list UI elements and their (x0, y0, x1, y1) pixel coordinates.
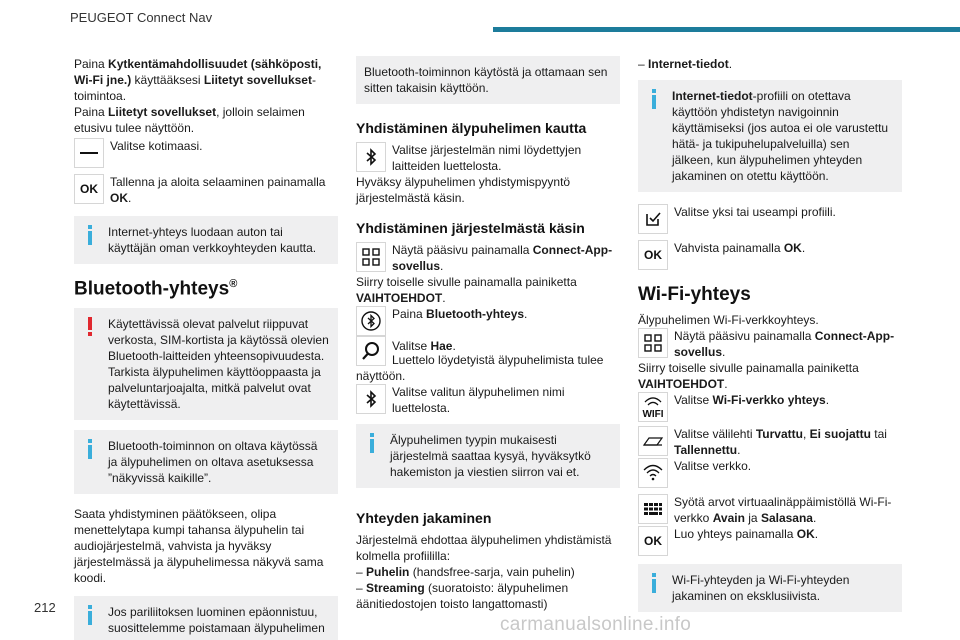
warning-text: Käytettävissä olevat palvelut riippuvat verkosta, SIM-kortista ja käytössä olevien Bluetooth-laitteiden yhteensopivuudesta. Tarkista älypuhelimen käyttöoppaasta ja palveluntarjoajalta, mitkä palvelut ovat käytettävissä. (108, 317, 329, 412)
step-select-network (638, 458, 902, 488)
search-result-text: Luettelo löydetyistä älypuhelimista tulee näyttöön. (356, 353, 604, 383)
bluetooth-icon (356, 142, 386, 172)
info-icon (88, 439, 92, 459)
step-text: Näytä pääsivu painamalla Connect-App-sovellus. (674, 329, 895, 359)
heading-sharing: Yhteyden jakaminen (356, 510, 492, 526)
ok-icon: OK (74, 174, 104, 204)
step-text: Valitse Wi-Fi-verkko yhteys. (674, 393, 830, 407)
checkbox-icon (638, 204, 668, 234)
tab-icon (638, 426, 668, 456)
step-select-tab (638, 426, 902, 458)
apps-grid-icon (356, 242, 386, 272)
box-continued (356, 56, 620, 104)
column-1 (74, 56, 338, 640)
section-title-wifi: Wi-Fi-yhteys (638, 284, 751, 305)
step-wifi-connect-app (638, 328, 902, 360)
step-text: Paina Bluetooth-yhteys. (392, 307, 528, 321)
column-2 (356, 56, 620, 612)
info-text: Bluetooth-toiminnon on oltava käytössä ja älypuhelimen on oltava asetuksessa ”näkyvissä kaikille”. (108, 439, 318, 486)
info-text: Älypuhelimen tyypin mukaisesti järjestelmä saattaa kysyä, hyväksytkö hakemiston ja viestien siirron vai et. (390, 433, 591, 479)
header-accent-bar (493, 27, 960, 32)
step-save-ok (74, 174, 338, 206)
step-select-profile (638, 204, 902, 234)
info-box-internet (74, 216, 338, 264)
step-text: Valitse valitun älypuhelimen nimi luettelosta. (392, 385, 565, 415)
bluetooth-icon (356, 384, 386, 414)
step-text: Valitse välilehti Turvattu, Ei suojattu tai Tallennettu. (674, 427, 887, 457)
wifi-options-paragraph: Siirry toiselle sivulle painamalla painiketta VAIHTOEHDOT. (638, 361, 859, 391)
intro-paragraph: Paina Kytkentämahdollisuudet (sähköposti, Wi-Fi jne.) käyttääksesi Liitetyt sovellukset-toimintoa. (74, 57, 322, 103)
step-text: Tallenna ja aloita selaaminen painamalla OK. (110, 175, 326, 205)
search-icon (356, 336, 386, 366)
info-text: Internet-tiedot-profiili on otettava käyttöön yhdistetyn navigoinnin käyttämiseksi (jos autoa ei ole varustettu hätä- ja tukipuhelupalveluilla) sen jälkeen, kun älypuhelimen yhteyden jakaminen on otettu käyttöön. (672, 89, 889, 183)
menu-line-icon (74, 138, 104, 168)
sharing-paragraph: Järjestelmä ehdottaa älypuhelimen yhdistämistä kolmella profiililla: (356, 533, 612, 563)
step-text: Valitse järjestelmän nimi löydettyjen laitteiden luettelosta. (392, 143, 582, 173)
watermark: carmanualsonline.info (500, 614, 692, 635)
intro-paragraph-2: Paina Liitetyt sovellukset, jolloin selaimen etusivu tulee näyttöön. (74, 105, 305, 135)
heading-phone-connect: Yhdistäminen älypuhelimen kautta (356, 120, 587, 136)
step-select-system (356, 142, 620, 174)
pairing-paragraph: Saata yhdistyminen päätökseen, olipa menettelytapa kumpi tahansa älypuhelin tai audiojärjestelmä, vahvista ja hyväksy järjestelmässä ja älypuhelimessa näkyvä sama koodi. (74, 507, 324, 586)
heading-manual-connect: Yhdistäminen järjestelmästä käsin (356, 220, 585, 236)
page-number: 212 (34, 600, 56, 615)
info-icon (88, 605, 92, 625)
bluetooth-circle-icon (356, 306, 386, 336)
step-enter-keys (638, 494, 902, 526)
section-title-bluetooth: Bluetooth-yhteys® (74, 278, 238, 300)
phone-paragraph: Hyväksy älypuhelimen yhdistymispyyntö järjestelmästä käsin. (356, 175, 571, 205)
info-icon (652, 573, 656, 593)
apps-grid-icon (638, 328, 668, 358)
wifi-icon: WIFI (638, 392, 668, 422)
column-3 (638, 56, 902, 612)
info-box-bluetooth (74, 430, 338, 494)
running-header: PEUGEOT Connect Nav (70, 10, 213, 25)
info-text: Wi-Fi-yhteyden ja Wi-Fi-yhteyden jakaminen on eksklusiivista. (672, 573, 850, 603)
list-item-internet: – Internet-tiedot. (638, 57, 733, 71)
list-item-streaming: – Streaming (suoratoisto: älypuhelimen äänitiedostojen toisto langattomasti) (356, 581, 569, 611)
step-wifi-network (638, 392, 902, 422)
info-icon (370, 433, 374, 453)
options-paragraph: Siirry toiselle sivulle painamalla painiketta VAIHTOEHDOT. (356, 275, 577, 305)
step-connect-app (356, 242, 620, 274)
info-text: Jos pariliitoksen luominen epäonnistuu, suosittelemme poistamaan älypuhelimen (108, 605, 325, 636)
step-text: Valitse yksi tai useampi profiili. (674, 205, 836, 219)
info-box-phone-type (356, 424, 620, 488)
ok-icon: OK (638, 526, 668, 556)
ok-icon: OK (638, 240, 668, 270)
keyboard-icon (638, 494, 668, 524)
step-connect-ok (638, 526, 902, 556)
list-item-phone: – Puhelin (handsfree-sarja, vain puhelin) (356, 565, 575, 579)
step-text: Luo yhteys painamalla OK. (674, 527, 819, 541)
step-text: Valitse Hae. (392, 339, 456, 353)
info-text: Internet-yhteys luodaan auton tai käyttäjän oman verkkoyhteyden kautta. (108, 225, 317, 255)
step-select-phone (356, 384, 620, 416)
step-text: Valitse kotimaasi. (110, 139, 203, 153)
info-box-internet-profile (638, 80, 902, 192)
step-text: Valitse verkko. (674, 459, 752, 473)
step-confirm-ok (638, 240, 902, 270)
step-text: Näytä pääsivu painamalla Connect-App-sovellus. (392, 243, 613, 273)
warning-box-services (74, 308, 338, 420)
info-box-pairing-fail (74, 596, 338, 640)
step-text: Vahvista painamalla OK. (674, 241, 806, 255)
info-icon (652, 89, 656, 109)
info-icon (88, 225, 92, 245)
wifi-signal-icon (638, 458, 668, 488)
warning-icon (88, 317, 92, 336)
box-text: Bluetooth-toiminnon käytöstä ja ottamaan sen sitten takaisin käyttöön. (364, 65, 608, 95)
step-bluetooth-connection (356, 306, 620, 336)
step-text: Syötä arvot virtuaalinäppäimistöllä Wi-Fi-verkko Avain ja Salasana. (674, 495, 892, 525)
info-box-wifi-exclusive (638, 564, 902, 612)
step-select-country (74, 138, 338, 168)
wifi-paragraph: Älypuhelimen Wi-Fi-verkkoyhteys. (638, 313, 819, 327)
